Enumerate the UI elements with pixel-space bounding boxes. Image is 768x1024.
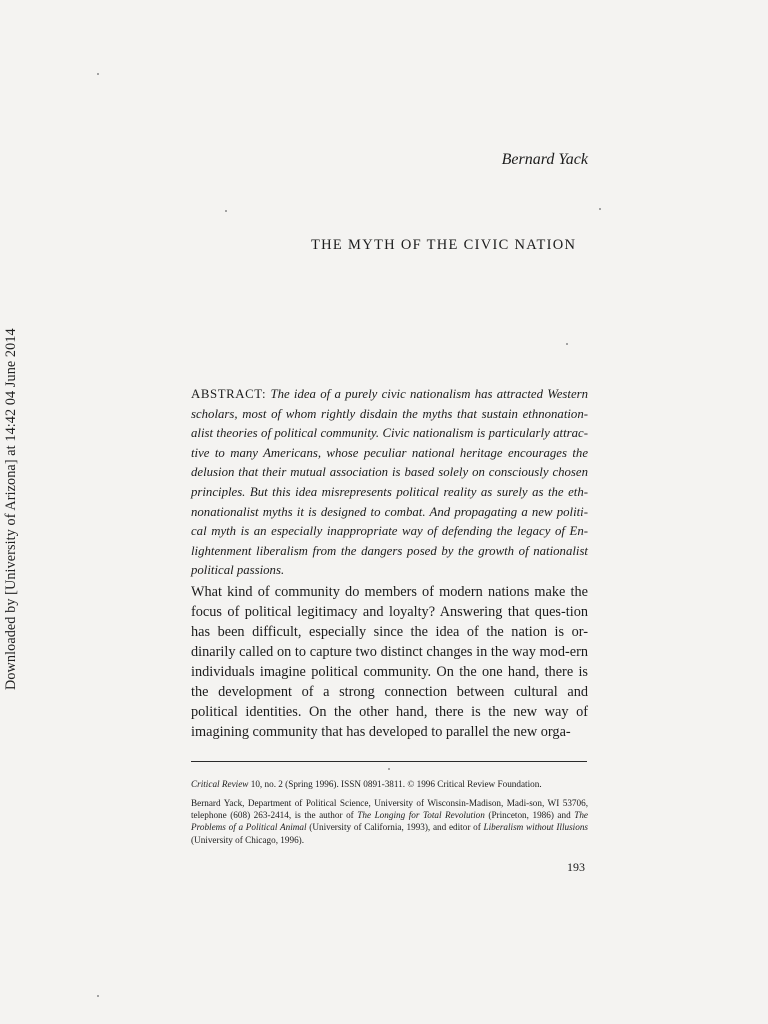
abstract	[191, 385, 588, 581]
scan-speck	[566, 343, 568, 345]
journal-name: Critical Review	[191, 779, 249, 789]
download-watermark: Downloaded by [University of Arizona] at 14:42 04 June 2014	[3, 328, 19, 690]
abstract-label: ABSTRACT:	[191, 387, 267, 401]
book-title-1: The Longing for Total Revolution	[357, 810, 485, 821]
scan-speck	[97, 73, 99, 75]
bio-part-1: Bernard Yack, Department of Political Science, University of Wisconsin-Madison, Madi-son, WI 53706, telephone (608) 263-2414, is the author of	[191, 798, 588, 821]
bio-part-3: (University of California, 1993), and editor of	[306, 822, 484, 833]
scan-speck	[599, 208, 601, 210]
scan-speck	[388, 768, 390, 770]
scan-speck	[97, 995, 99, 997]
scan-speck	[225, 210, 227, 212]
body-paragraph: What kind of community do members of modern nations make the focus of political legitimacy and loyalty? Answering that ques-tion has been difficult, especially since the idea of the nation is or-dinarily called on to capture two distinct changes in the way mod-ern individuals imagine political community. On the one hand, there is the development of a strong connection between cultural and political identities. On the other hand, there is the new way of imagining community that has developed to parallel the new orga-	[191, 584, 588, 740]
bio-part-4: (University of Chicago, 1996).	[191, 834, 305, 845]
article-title: THE MYTH OF THE CIVIC NATION	[311, 237, 577, 253]
page-number: 193	[567, 860, 585, 874]
book-title-3: Liberalism without Illusions	[483, 822, 588, 833]
bio-part-2: (Princeton, 1986) and	[484, 810, 575, 821]
author-bio-footnote	[191, 797, 588, 846]
author-name: Bernard Yack	[501, 151, 588, 168]
book-title-2: The Problems of a Political Animal	[191, 810, 588, 833]
footnote-divider	[191, 761, 587, 762]
abstract-text: The idea of a purely civic nationalism has attracted Western scholars, most of whom rightly disdain the myths that sustain ethnonation-alist theories of political community. Civic nationalism is particularly attrac-tive to many Americans, whose peculiar national heritage encourages the delusion that their mutual association is based solely on consciously chosen principles. But this idea misrepresents political reality as surely as the eth-nonationalist myths it is designed to combat. And propagating a new politi-cal myth is an especially inappropriate way of defending the legacy of En-lightenment liberalism from the dangers posed by the growth of nationalist political passions.	[191, 387, 588, 578]
citation-footnote	[191, 778, 591, 791]
citation-details: 10, no. 2 (Spring 1996). ISSN 0891-3811. © 1996 Critical Review Foundation.	[248, 779, 542, 789]
